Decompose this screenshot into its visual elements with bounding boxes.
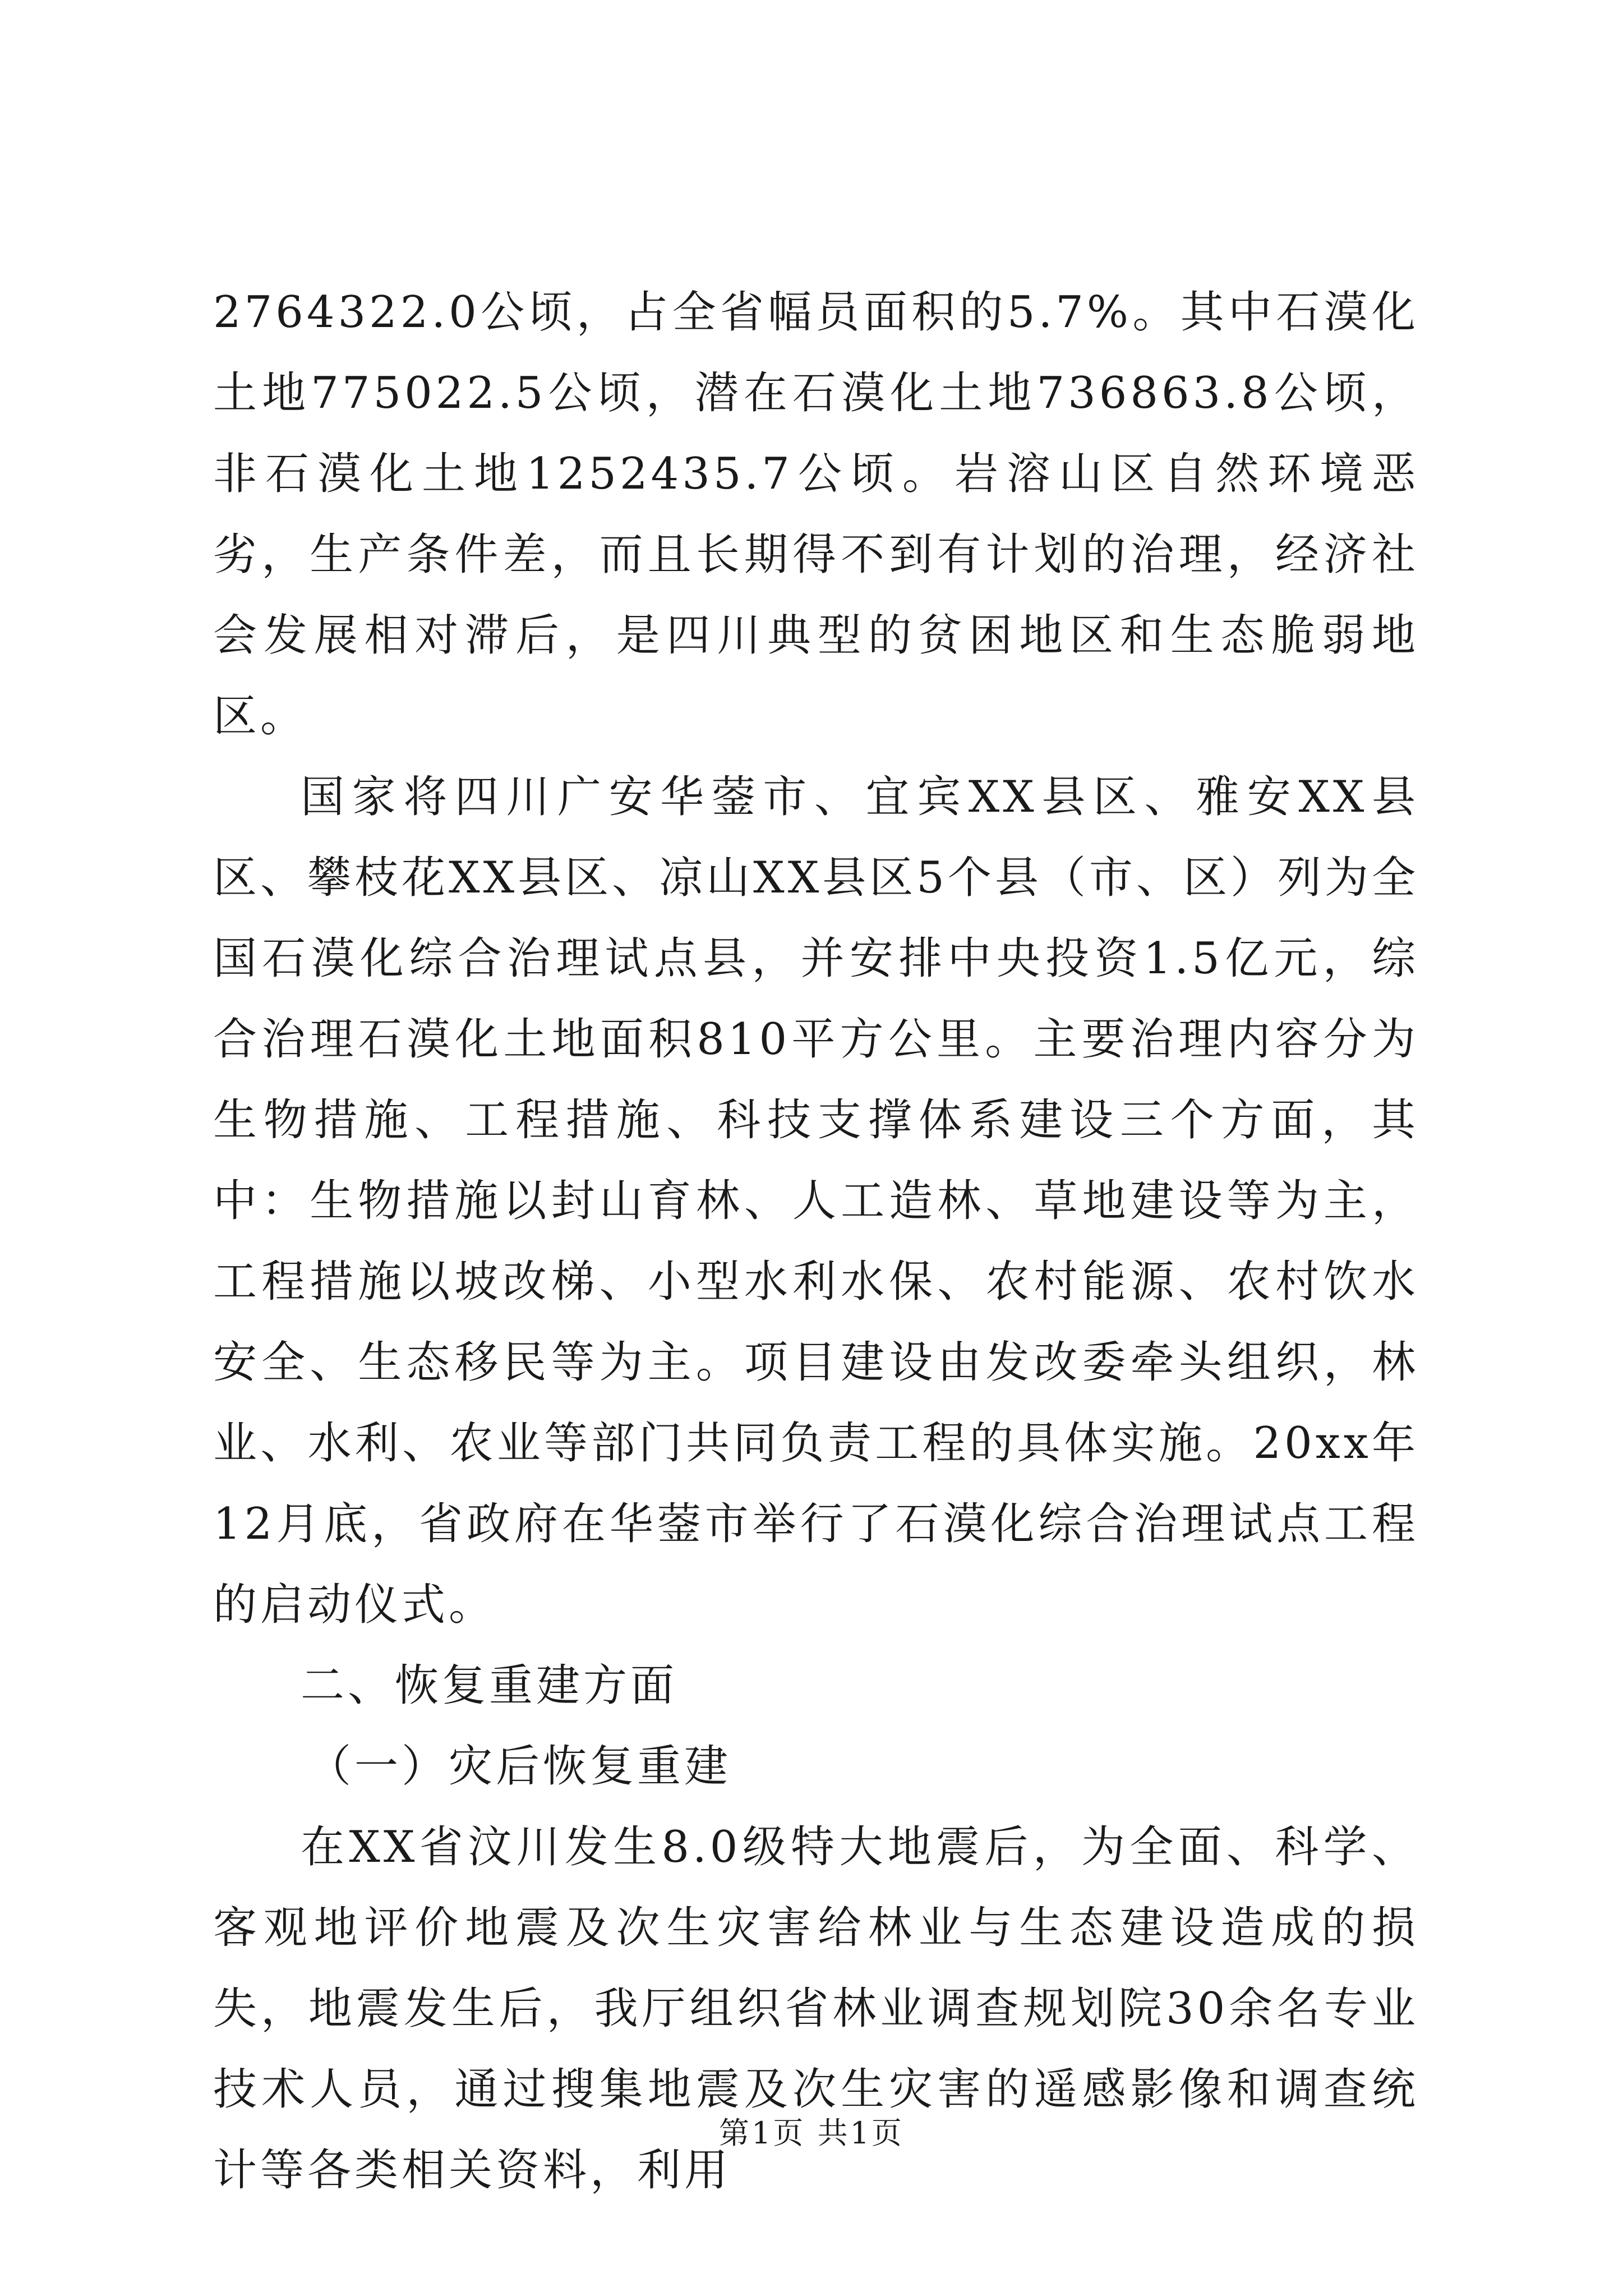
section-heading-reconstruction: 二、恢复重建方面 [301,1660,678,1711]
page-footer: 第1页 共1页 [719,2115,904,2151]
document-body [213,272,1419,2211]
paragraph-rocky-desertification-stats: 2764322.0公顷，占全省幅员面积的5.7%。其中石漠化土地775022.5公顷，潜在石漠化土地736863.8公顷，非石漠化土地1252435.7公顷。岩溶山区自然环境恶劣，生产条件差，而且长期得不到有计划的治理，经济社会发展相对滞后，是四川典型的贫困地区和生态脆弱地区。 [213,287,1419,742]
paragraph-pilot-counties: 国家将四川广安华蓥市、宜宾XX县区、雅安XX县区、攀枝花XX县区、凉山XX县区5个县（市、区）列为全国石漠化综合治理试点县，并安排中央投资1.5亿元，综合治理石漠化土地面积810平方公里。主要治理内容分为生物措施、工程措施、科技支撑体系建设三个方面，其中：生物措施以封山育林、人工造林、草地建设等为主，工程措施以坡改梯、小型水利水保、农村能源、农村饮水安全、生态移民等为主。项目建设由发改委牵头组织，林业、水利、农业等部门共同负责工程的具体实施。20xx年12月底，省政府在华蓥市举行了石漠化综合治理试点工程的启动仪式。 [213,772,1419,1630]
subsection-heading-post-disaster: （一）灾后恢复重建 [307,1741,732,1792]
paragraph-earthquake-assessment: 在XX省汶川发生8.0级特大地震后，为全面、科学、客观地评价地震及次生灾害给林业与生态建设造成的损失，地震发生后，我厅组织省林业调查规划院30余名专业技术人员，通过搜集地震及次生灾害的遥感影像和调查统计等各类相关资料，利用 [213,1822,1419,2196]
